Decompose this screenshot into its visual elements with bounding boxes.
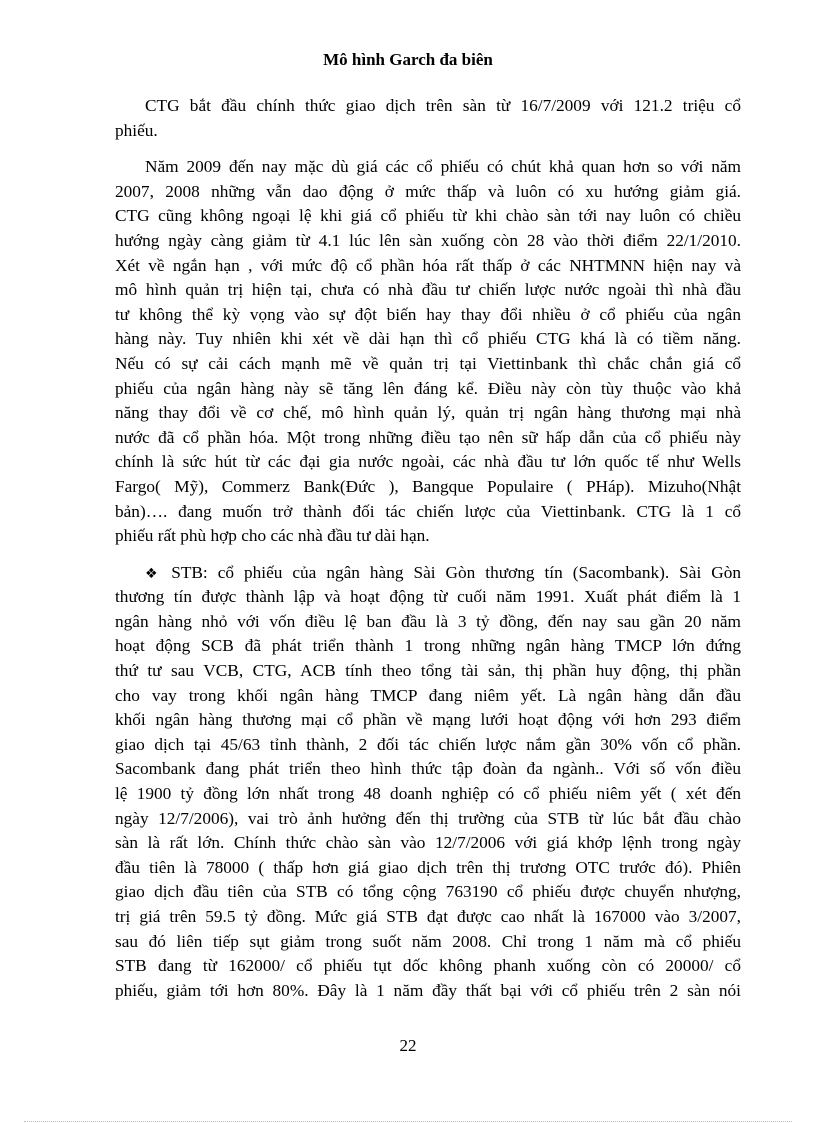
text-line: Sacombank đang phát triển theo hình thức tập đoàn đa ngành.. Với số vốn điều <box>115 759 741 779</box>
text-line: cho vay trong khối ngân hàng TMCP đang niêm yết. Là ngân hàng dẫn đầu <box>115 685 741 705</box>
text-line: STB: cổ phiếu của ngân hàng Sài Gòn thương tín (Sacombank). Sài Gòn <box>171 562 741 582</box>
text-line: đầu tiên là 78000 ( thấp hơn giá giao dịch trên thị trương OTC trước đó). Phiên <box>115 857 741 877</box>
text-line: bản)…. đang muốn trở thành đối tác chiến lược của Viettinbank. CTG là 1 cổ <box>115 501 741 521</box>
text-line: thứ tư sau VCB, CTG, ACB tính theo tổng tài sản, thị phần huy động, thị phần <box>115 661 741 681</box>
paragraph-ctg-analysis <box>115 155 741 549</box>
page-bottom-divider <box>24 1121 792 1122</box>
text-line: CTG bắt đầu chính thức giao dịch trên sàn từ 16/7/2009 với 121.2 triệu cổ <box>145 96 741 115</box>
body-text <box>115 94 741 1015</box>
page-number: 22 <box>399 1036 417 1055</box>
text-line: lệ 1900 tỷ đồng lớn nhất trong 48 doanh nghiệp có cổ phiếu niêm yết ( xét đến <box>115 784 741 804</box>
text-line: 2007, 2008 những vẫn dao động ở mức thấp và luôn có xu hướng giảm giá. <box>115 181 741 201</box>
text-line: hướng ngày càng giảm từ 4.1 lúc lên sàn xuống còn 28 vào thời điểm 22/1/2010. <box>115 230 741 250</box>
text-line: STB đang từ 162000/ cổ phiếu tụt dốc không phanh xuống còn có 20000/ cổ <box>115 956 741 976</box>
text-line: giao dịch tại 45/63 tỉnh thành, 2 đối tác chiến lược nắm gần 30% vốn cổ phần. <box>115 734 741 754</box>
text-line: CTG cũng không ngoại lệ khi giá cổ phiếu từ khi chào sàn tới nay luôn có chiều <box>115 206 741 226</box>
text-line: mô hình quản trị hiện tại, chưa có nhà đầu tư chiến lược nước ngoài thì nhà đầu <box>115 280 741 300</box>
text-line: Năm 2009 đến nay mặc dù giá các cổ phiếu có chút khả quan hơn so với năm <box>145 157 741 177</box>
paragraph-stb-bullet <box>115 561 741 1004</box>
paragraph-ctg-listing <box>115 94 741 143</box>
text-line: trị giá trên 59.5 tỷ đồng. Mức giá STB đạt được cao nhất là 167000 vào 3/2007, <box>115 907 741 926</box>
text-line: nước đã cổ phần hóa. Một trong những điều tạo nên sữ hấp dẫn của cổ phiếu này <box>115 427 741 447</box>
text-line: sau đó liên tiếp sụt giảm trong suốt năm 2008. Chỉ trong 1 năm mà cổ phiếu <box>115 931 741 951</box>
text-line: thương tín được thành lập và hoạt động từ cuối năm 1991. Xuất phát điểm là 1 <box>115 587 741 607</box>
text-line: phiếu của ngân hàng này sẽ tăng lên đáng kể. Điều này còn tùy thuộc vào khả <box>115 378 741 398</box>
text-line: Fargo( Mỹ), Commerz Bank(Đức ), Bangque Populaire ( PHáp). Mizuho(Nhật <box>115 476 741 496</box>
text-line: Xét về ngắn hạn , với mức độ cổ phần hóa rất thấp ở các NHTMNN hiện nay và <box>115 255 741 275</box>
text-line-with-bullet <box>115 561 741 586</box>
page-header-title: Mô hình Garch đa biên <box>323 50 493 69</box>
text-line: phiếu, giảm tới hơn 80%. Đây là 1 năm đầy thất bại với cổ phiếu trên 2 sàn nói <box>115 980 741 1000</box>
text-line: giao dịch đầu tiên của STB có tổng cộng 763190 cổ phiếu được chuyển nhượng, <box>115 882 741 902</box>
text-line: ngày 12/7/2006), vai trò ảnh hưởng đến thị trường của STB từ lúc bắt đầu chào <box>115 808 741 828</box>
diamond-bullet-icon: ❖ <box>145 565 164 582</box>
text-line: khối ngân hàng thương mại cổ phần về mạng lưới hoạt động với hơn 293 điểm <box>115 710 741 730</box>
text-line: sàn là rất lớn. Chính thức chào sàn vào 12/7/2006 với giá khớp lệnh trong ngày <box>115 833 741 853</box>
text-line: phiếu. <box>115 120 158 140</box>
text-line: ngân hàng nhỏ với vốn điều lệ ban đầu là 3 tỷ đồng, đến nay sau gần 20 năm <box>115 611 741 631</box>
text-line: chính là sức hút từ các đại gia nước ngoài, các nhà đầu tư lớn quốc tế như Wells <box>115 452 741 472</box>
text-line: tư không thể kỳ vọng vào sự đột biến hay thay đổi nhiều ở cổ phiếu của ngân <box>115 304 741 324</box>
text-line: Nếu có sự cải cách mạnh mẽ về quản trị tại Viettinbank thì chắc chắn giá cổ <box>115 353 741 373</box>
text-line: phiếu rất phù hợp cho các nhà đầu tư dài hạn. <box>115 526 430 546</box>
text-line: hoạt động SCB đã phát triển thành 1 trong những ngân hàng TMCP lớn đứng <box>115 636 741 656</box>
text-line: năng thay đổi về cơ chế, mô hình quản lý, quản trị ngân hàng thương mại nhà <box>115 403 741 423</box>
text-line: hàng này. Tuy nhiên khi xét về dài hạn thì cổ phiếu CTG khá là có tiềm năng. <box>115 329 741 349</box>
